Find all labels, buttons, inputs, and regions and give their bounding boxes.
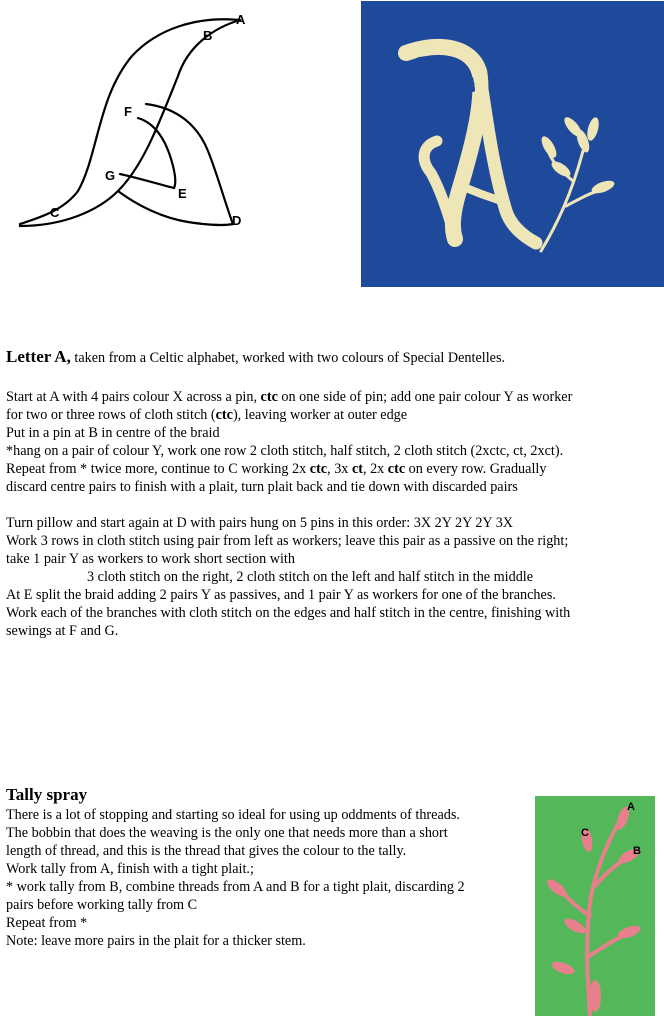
- text-line: Put in a pin at B in centre of the braid: [6, 425, 220, 441]
- spray-label-c: C: [581, 827, 589, 839]
- text-line: length of thread, and this is the thread that gives the colour to the tally.: [6, 843, 407, 859]
- spray-label-b: B: [633, 845, 641, 857]
- tally-spray-photo: [535, 796, 655, 1016]
- text-line: At E split the braid adding 2 pairs Y as passives, and 1 pair Y as workers for one of the branches.: [6, 587, 556, 603]
- letter-a-diagram: [8, 6, 276, 250]
- text-line: Start at A with 4 pairs colour X across a pin, ctc on one side of pin; add one pair colour Y as worker: [6, 389, 573, 405]
- letter-a-intro: taken from a Celtic alphabet, worked with two colours of Special Dentelles.: [70, 350, 506, 366]
- diagram-label-f: F: [124, 104, 132, 119]
- letter-a-paragraph-2: [6, 514, 656, 640]
- spray-label-a: A: [627, 801, 635, 813]
- text-line: take 1 pair Y as workers to work short section with: [6, 551, 295, 567]
- text-line: Repeat from *: [6, 915, 88, 931]
- text-line: Work each of the branches with cloth stitch on the edges and half stitch in the centre, finishing with: [6, 605, 571, 621]
- tally-spray-section: [6, 784, 531, 950]
- diagram-label-g: G: [105, 168, 116, 183]
- tally-spray-body: [6, 806, 531, 950]
- text-line: Repeat from * twice more, continue to C working 2x ctc, 3x ct, 2x ctc on every row. Gradually: [6, 461, 547, 477]
- diagram-label-a: A: [236, 12, 246, 27]
- text-line: 3 cloth stitch on the right, 2 cloth stitch on the left and half stitch in the middle: [87, 569, 534, 585]
- text-line: * work tally from B, combine threads from A and B for a tight plait, discarding 2: [6, 879, 465, 895]
- diagram-label-e: E: [178, 186, 187, 201]
- text-line: sewings at F and G.: [6, 623, 119, 639]
- letter-a-paragraph-1: [6, 388, 656, 496]
- diagram-label-b: B: [203, 28, 213, 43]
- text-line: Work tally from A, finish with a tight plait.;: [6, 861, 254, 877]
- letter-a-title: Letter A,: [6, 347, 71, 366]
- letter-a-heading: [6, 345, 656, 370]
- tally-spray-title: Tally spray: [6, 785, 88, 804]
- text-line: *hang on a pair of colour Y, work one row 2 cloth stitch, half stitch, 2 cloth stitch (2xctc, ct, 2xct).: [6, 443, 564, 459]
- text-line: Note: leave more pairs in the plait for a thicker stem.: [6, 933, 306, 949]
- text-line: Turn pillow and start again at D with pairs hung on 5 pins in this order: 3X 2Y 2Y 2Y 3X: [6, 515, 514, 531]
- diagram-label-c: C: [50, 205, 60, 220]
- text-line: Work 3 rows in cloth stitch using pair from left as workers; leave this pair as a passive on the right;: [6, 533, 569, 549]
- letter-a-section: [6, 345, 656, 640]
- text-line: for two or three rows of cloth stitch (ctc), leaving worker at outer edge: [6, 407, 408, 423]
- text-line: There is a lot of stopping and starting so ideal for using up oddments of threads.: [6, 807, 460, 823]
- text-line: pairs before working tally from C: [6, 897, 198, 913]
- text-line: The bobbin that does the weaving is the only one that needs more than a short: [6, 825, 448, 841]
- text-line: discard centre pairs to finish with a plait, turn plait back and tie down with discarded pairs: [6, 479, 518, 495]
- diagram-label-d: D: [232, 213, 242, 228]
- lace-letter-a-photo: [361, 1, 664, 287]
